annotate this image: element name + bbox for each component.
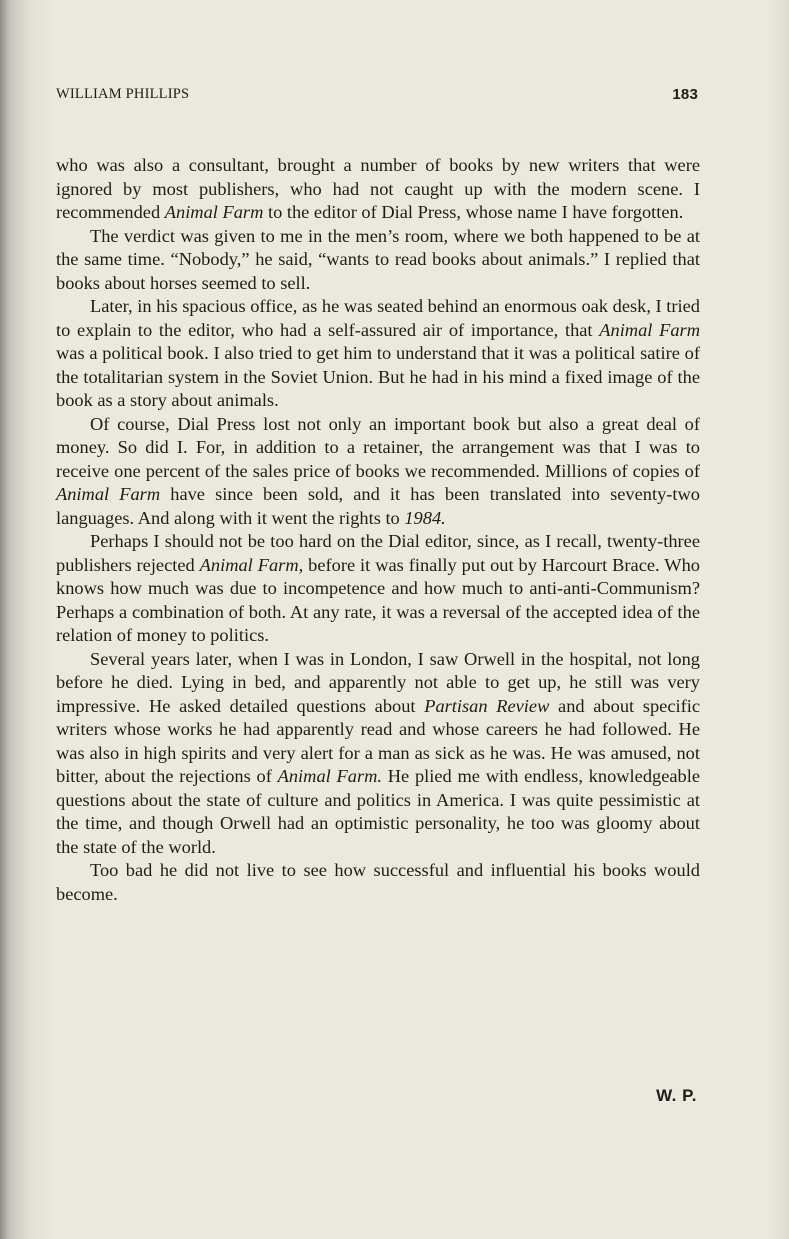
- paragraph-text: The verdict was given to me in the men’s room, where we both happened to be at the same time. “Nobody,” he said, “wants to read books about animals.” I replied that books about horses seemed to sell.: [56, 225, 700, 293]
- paragraph-text: to the editor of Dial Press, whose name I have forgotten.: [263, 202, 684, 222]
- paragraph-text: before it was finally put out by Harcourt Brace. Who knows how much was due to incompetence and how much to anti-anti-Communism? Perhaps a combination of both. At any rate, it was a reversal of the accepted idea of the relation of money to politics.: [56, 554, 700, 645]
- paragraph: [56, 859, 700, 906]
- paragraph: [56, 648, 700, 860]
- italic-title: 1984.: [404, 507, 446, 528]
- paragraph: [56, 413, 700, 531]
- paragraph: [56, 225, 700, 296]
- page-number: 183: [672, 86, 698, 103]
- paragraph-text: have since been sold, and it has been translated into seventy-two languages. And along with it went the rights to: [56, 484, 700, 528]
- running-head-author: WILLIAM PHILLIPS: [56, 86, 190, 102]
- italic-title: Animal Farm.: [277, 766, 382, 786]
- paragraph-text: and about specific writers whose works he had apparently read and whose careers he had followed. He was also in high spirits and very alert for a man as sick as he was. He was amused, not bitter, about the rejections of: [56, 695, 700, 786]
- italic-title: Animal Farm: [599, 319, 700, 340]
- paragraph: [56, 295, 700, 413]
- signature-initials: W. P.: [656, 1086, 697, 1105]
- paragraph-text: Too bad he did not live to see how successful and influential his books would become.: [56, 860, 700, 904]
- italic-title: Animal Farm: [56, 484, 161, 504]
- paragraph-text: Of course, Dial Press lost not only an important book but also a great deal of money. So did I. For, in addition to a retainer, the arrangement was that I was to receive one percent of the sales price of books we recommended. Millions of copies of: [56, 413, 700, 481]
- paragraph-text: who was also a consultant, brought a number of books by new writers that were ignored by most publishers, who had not caught up with the modern scene. I recommended: [56, 155, 700, 222]
- paragraph-text: was a political book. I also tried to get him to understand that it was a political satire of the totalitarian system in the Soviet Union. But he had in his mind a fixed image of the book as a story about animals.: [56, 343, 700, 410]
- paragraph-text: He plied me with endless, knowledgeable questions about the state of culture and politics in America. I was quite pessimistic at the time, and though Orwell had an optimistic personality, he too was gloomy about the state of the world.: [56, 766, 701, 857]
- italic-title: Animal Farm: [164, 202, 264, 222]
- paragraph-text: Several years later, when I was in London, I saw Orwell in the hospital, not long before he died. Lying in bed, and apparently not able to get up, he still was very impressive. He asked detailed questions about: [56, 648, 700, 716]
- paragraph: [56, 154, 700, 225]
- paragraph: [56, 530, 700, 648]
- paragraph-text: Perhaps I should not be too hard on the Dial editor, since, as I recall, twenty-three publishers rejected: [56, 531, 700, 575]
- paragraph-text: Later, in his spacious office, as he was seated behind an enormous oak desk, I tried to explain to the editor, who had a self-assured air of importance, that: [56, 296, 700, 340]
- body-text: [56, 154, 700, 906]
- running-head: [56, 86, 698, 106]
- italic-title: Animal Farm,: [199, 554, 304, 575]
- italic-title: Partisan Review: [424, 695, 550, 716]
